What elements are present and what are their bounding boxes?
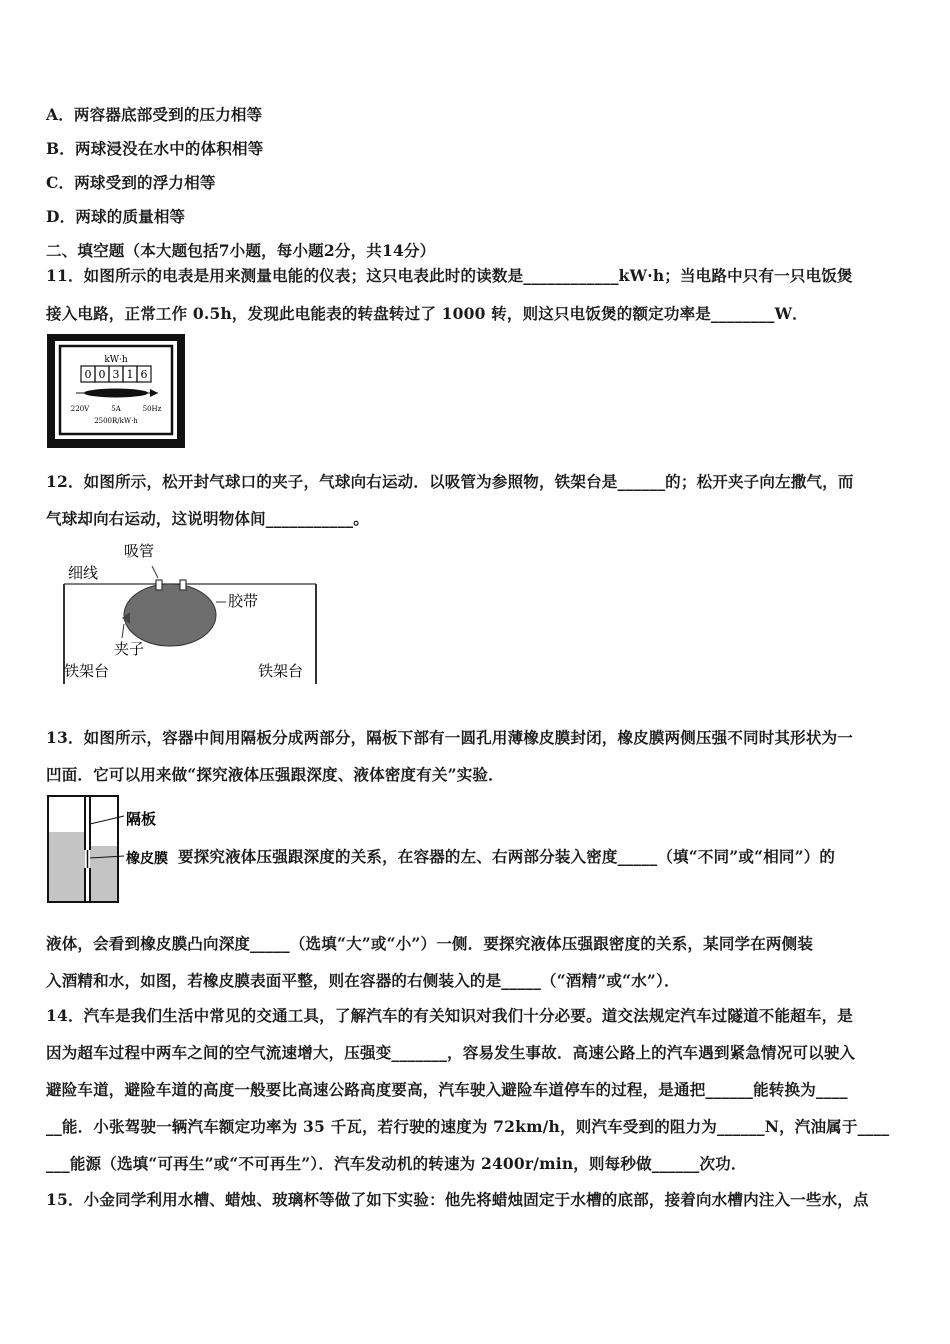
q13-line2: 凹面．它可以用来做“探究液体压强跟深度、液体密度有关”实验． [46,765,504,784]
meter-digit: 0 [84,368,92,381]
q13-line4: 液体，会看到橡皮膜凸向深度_____（选填“大”或“小”）一侧．要探究液体压强跟密度的关系，某同学在两侧装 [46,934,814,953]
balloon-figure [46,538,326,690]
right-liquid [90,846,118,902]
straw-pointer [152,566,158,578]
meter-digit: 6 [140,368,148,381]
meter-voltage: 220V [70,405,90,413]
q13-line5: 入酒精和水，如图，若橡皮膜表面平整，则在容器的右侧装入的是_____（“酒精”或“水”）． [46,971,680,990]
meter-digit: 0 [98,368,106,381]
container-figure [46,794,176,906]
meter-frequency: 50Hz [142,405,162,413]
label-partition: 隔板 [126,810,157,828]
meter-unit: kW·h [104,355,128,365]
q14-line2: 因为超车过程中两车之间的空气流速增大，压强变_______，容易发生事故．高速公路上的汽车遇到紧急情况可以驶入 [46,1043,856,1062]
q14-line1: 14．汽车是我们生活中常见的交通工具，了解汽车的有关知识对我们十分必要。道交法规定汽车过隧道不能超车，是 [46,1006,853,1025]
q14-line3: 避险车道，避险车道的高度一般要比高速公路高度要高，汽车驶入避险车道停车的过程，是通把______能转换为____ [46,1080,848,1099]
electricity-meter-figure [46,333,186,449]
label-string: 细线 [68,564,99,582]
left-liquid [48,832,85,902]
option-b: B．两球浸没在水中的体积相等 [46,139,264,158]
q14-line5: ___能源（选填“可再生”或“不可再生”）．汽车发动机的转速为 2400r/min，则每秒做______次功． [46,1154,747,1173]
meter-digit: 1 [126,368,134,381]
label-clip: 夹子 [114,640,145,658]
q11-line1: 11．如图所示的电表是用来测量电能的仪表；这只电表此时的读数是____________kW·h；当电路中只有一只电饭煲 [46,266,853,285]
balloon [124,584,216,646]
option-d: D．两球的质量相等 [46,207,186,226]
q12-line2: 气球却向右运动，这说明物体间___________。 [46,509,369,528]
meter-rating: 2500R/kW·h [94,417,138,425]
option-a: A．两容器底部受到的压力相等 [46,105,263,124]
tape-left [156,580,162,590]
q12-line1: 12．如图所示，松开封气球口的夹子，气球向右运动．以吸管为参照物，铁架台是______的；松开夹子向左撒气，而 [46,472,854,491]
meter-current: 5A [111,405,121,413]
clip-pointer [122,624,124,638]
meter-digit: 3 [112,368,120,381]
label-membrane: 橡皮膜 [126,851,168,867]
q13-line1: 13．如图所示，容器中间用隔板分成两部分，隔板下部有一圆孔用薄橡皮膜封闭，橡皮膜两侧压强不同时其形状为一 [46,728,853,747]
q14-line4: __能．小张驾驶一辆汽车额定功率为 35 千瓦，若行驶的速度为 72km/h，则汽车受到的阻力为______N，汽油属于____ [46,1117,890,1136]
section-title: 二、填空题（本大题包括7小题，每小题2分，共14分） [46,241,436,260]
q11-line2: 接入电路，正常工作 0.5h，发现此电能表的转盘转过了 1000 转，则这只电饭煲的额定功率是________W． [46,304,808,323]
tape-right [180,580,186,590]
option-c: C．两球受到的浮力相等 [46,173,216,192]
label-tape: 胶带 [228,592,259,610]
q15-line1: 15．小金同学利用水槽、蜡烛、玻璃杯等做了如下实验：他先将蜡烛固定于水槽的底部，接着向水槽内注入一些水，点 [46,1190,869,1209]
label-straw: 吸管 [124,542,155,560]
label-stand-left: 铁架台 [64,662,110,680]
q13-line3: 要探究液体压强跟深度的关系，在容器的左、右两部分装入密度_____（填“不同”或“相同”）的 [178,847,836,866]
label-stand-right: 铁架台 [258,662,304,680]
